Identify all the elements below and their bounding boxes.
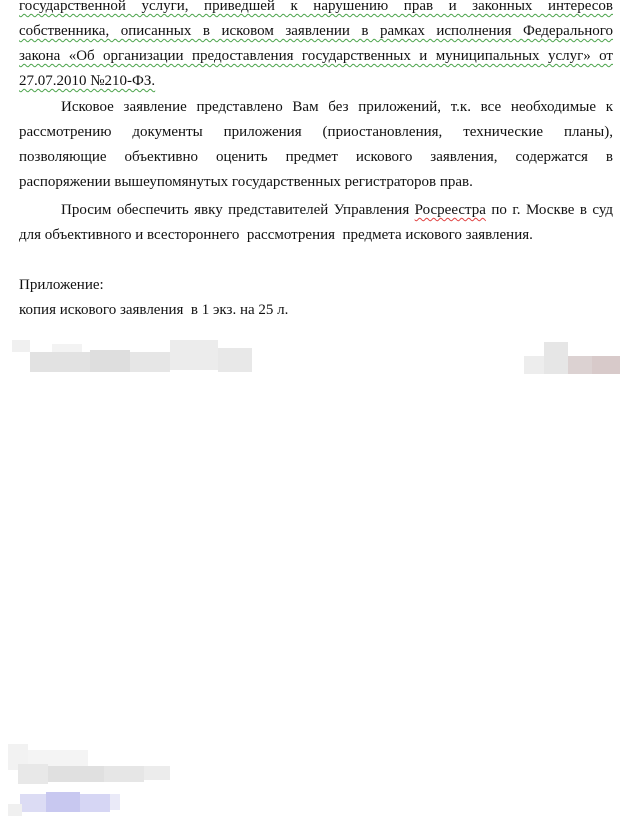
paragraph-request-attendance bbox=[19, 198, 613, 248]
redacted-executor-info bbox=[8, 744, 170, 816]
attachments-section bbox=[19, 273, 613, 323]
text-fragment: Просим обеспечить явку представителей Управления bbox=[61, 202, 415, 218]
text-line: собственника, описанных в исковом заявлении в рамках исполнения Федерального bbox=[19, 23, 613, 39]
attachments-heading: Приложение: bbox=[19, 277, 104, 293]
paragraph-no-attachments bbox=[19, 95, 613, 195]
paragraph-continuation bbox=[19, 0, 613, 94]
text-line: для объективного и всестороннего рассмотрения предмета искового заявления. bbox=[19, 227, 533, 243]
text-line: закона «Об организации предоставления государственных и муниципальных услуг» от bbox=[19, 48, 613, 64]
misspelled-word: Росреестра bbox=[414, 202, 486, 218]
text-fragment: по г. Москве в суд bbox=[485, 202, 614, 218]
text-line: рассмотрению документы приложения (приостановления, технические планы), bbox=[19, 124, 613, 140]
text-line: 27.07.2010 №210-ФЗ. bbox=[19, 73, 156, 89]
attachment-item: копия искового заявления в 1 экз. на 25 л. bbox=[19, 302, 289, 318]
text-line: позволяющие объективно оценить предмет искового заявления, содержатся в bbox=[19, 149, 613, 165]
text-line: распоряжении вышеупомянутых государственных регистраторов прав. bbox=[19, 174, 473, 190]
text-line: Исковое заявление представлено Вам без приложений, т.к. все необходимые к bbox=[61, 99, 613, 115]
redacted-signer-name bbox=[12, 340, 252, 374]
redacted-signature bbox=[524, 342, 620, 374]
text-line: государственной услуги, приведшей к нарушению прав и законных интересов bbox=[19, 0, 613, 14]
text-line bbox=[19, 198, 613, 223]
